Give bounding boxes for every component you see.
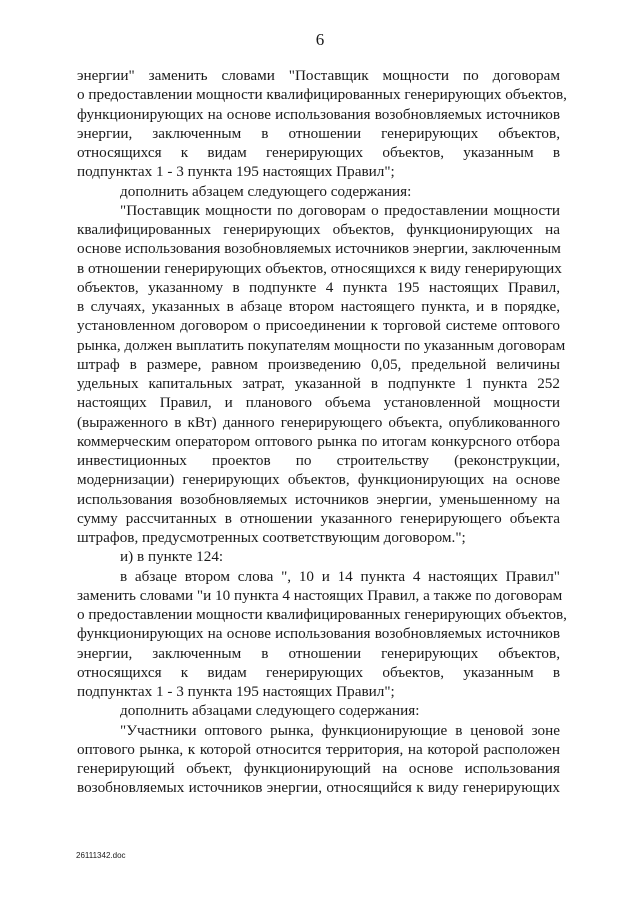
text-line: подпунктах 1 - 3 пункта 195 настоящих Правил"; [77,163,395,181]
text-line: основе использования возобновляемых источников энергии, заключенным [77,240,561,258]
text-line: штраф в размере, равном произведению 0,05, предельной величины [77,355,560,373]
text-line: штрафов, предусмотренных соответствующим договором."; [77,529,466,546]
text-line: и) в пункте 124: [120,548,224,566]
text-line: "Участники оптового рынка, функционирующие в ценовой зоне [120,721,560,739]
text-line: сумму рассчитанных в отношении указанного генерирующего объекта [77,509,560,527]
text-line: инвестиционных проектов по строительству (реконструкции, [77,452,560,469]
text-line: модернизации) генерирующих объектов, функционирующих на основе [77,471,560,489]
text-line: в абзаце втором слова ", 10 и 14 пункта 4 настоящих Правил" [120,567,560,585]
text-line: генерирующий объект, функционирующий на основе использования [77,760,560,777]
text-line: (выраженного в кВт) данного генерирующего объекта, опубликованного [77,413,560,431]
text-line: дополнить абзацами следующего содержания: [120,702,420,720]
text-line: оптового рынка, к которой относится территория, на которой расположен [77,740,560,758]
text-line: энергии, заключенным в отношении генерирующих объектов, [77,124,560,142]
text-line: энергии" заменить словами "Поставщик мощности по договорам [77,67,560,84]
text-line: использования возобновляемых источников энергии, уменьшенному на [77,490,560,508]
text-line: о предоставлении мощности квалифицированных генерирующих объектов, [77,86,567,104]
text-line: коммерческим оператором оптового рынка по итогам конкурсного отбора [77,432,560,450]
text-line: подпунктах 1 - 3 пункта 195 настоящих Правил"; [77,683,395,700]
text-line: заменить словами "и 10 пункта 4 настоящих Правил, а также по договорам [77,586,563,604]
text-line: рынка, должен выплатить покупателям мощности по указанным договорам [77,336,566,354]
text-line: относящихся к видам генерирующих объектов, указанным в [77,144,560,161]
text-line: в случаях, указанных в абзаце втором настоящего пункта, и в порядке, [77,298,560,315]
text-line: "Поставщик мощности по договорам о предоставлении мощности [120,201,560,219]
text-line: объектов, указанному в подпункте 4 пункта 195 настоящих Правил, [77,278,560,296]
text-line: функционирующих на основе использования возобновляемых источников [77,105,560,123]
document-body [77,66,567,798]
text-line: возобновляемых источников энергии, относящийся к виду генерирующих [77,779,560,797]
text-line: энергии, заключенным в отношении генерирующих объектов, [77,644,560,662]
text-line: функционирующих на основе использования возобновляемых источников [77,625,560,643]
text-line: о предоставлении мощности квалифицированных генерирующих объектов, [77,606,567,623]
text-line: относящихся к видам генерирующих объектов, указанным в [77,663,560,681]
page-number: 6 [315,30,325,49]
text-line: установленном договором о присоединении к торговой системе оптового [77,317,560,335]
text-line: дополнить абзацем следующего содержания: [120,182,412,200]
text-line: удельных капитальных затрат, указанной в подпункте 1 пункта 252 [77,375,560,392]
text-line: в отношении генерирующих объектов, относящихся к виду генерирующих [77,259,562,277]
text-line: квалифицированных генерирующих объектов, функционирующих на [77,221,560,238]
text-line: настоящих Правил, и планового объема установленной мощности [77,394,560,412]
document-filename: 26111342.doc [76,851,126,860]
